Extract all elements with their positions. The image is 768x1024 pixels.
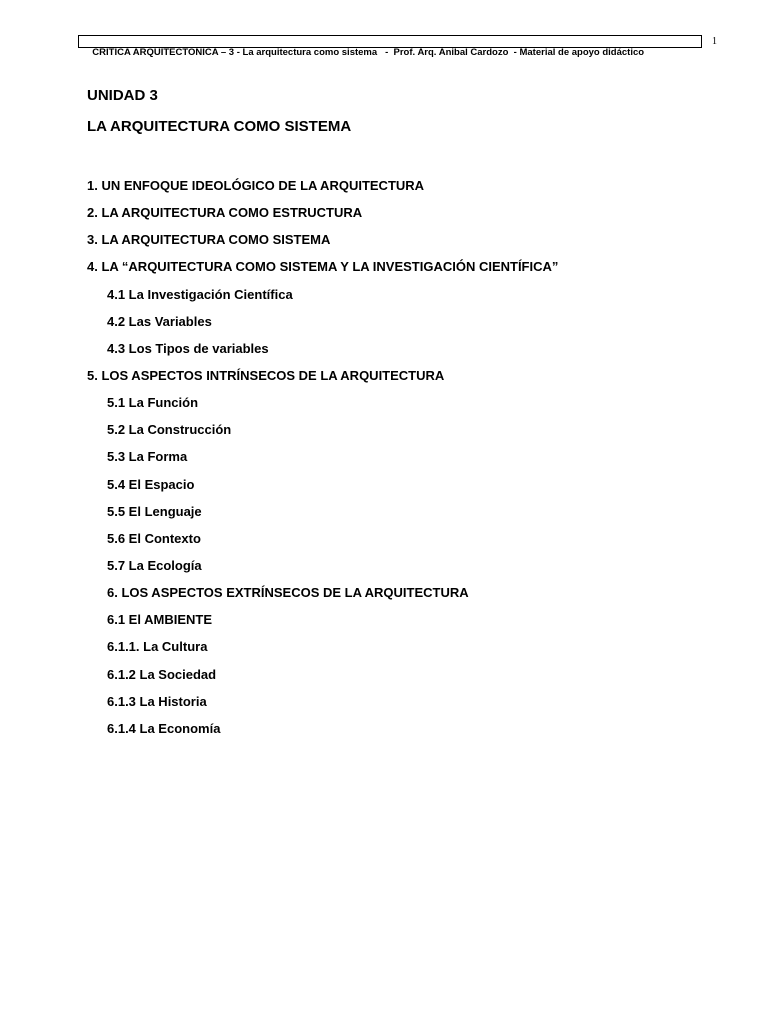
toc-subitem: 5.1 La Función bbox=[107, 395, 199, 411]
page-number: 1 bbox=[712, 36, 717, 47]
toc-subitem: 6.1.1. La Cultura bbox=[107, 639, 208, 655]
table-of-contents bbox=[87, 177, 558, 747]
running-header bbox=[78, 35, 702, 58]
toc-item: 3. LA ARQUITECTURA COMO SISTEMA bbox=[87, 232, 331, 248]
toc-subitem: 6. LOS ASPECTOS EXTRÍNSECOS DE LA ARQUITECTURA bbox=[107, 585, 469, 601]
toc-subitem: 6.1 El AMBIENTE bbox=[107, 612, 212, 628]
toc-subitem: 5.7 La Ecología bbox=[107, 557, 202, 573]
toc-item: 4. LA “ARQUITECTURA COMO SISTEMA Y LA INVESTIGACIÓN CIENTÍFICA” bbox=[87, 259, 559, 275]
toc-subitem: 5.2 La Construcción bbox=[107, 422, 232, 438]
running-header-text: CRITICA ARQUITECTONICA – 3 - La arquitectura como sistema - Prof. Arq. Anibal Cardozo - Material de apoyo didáctico bbox=[92, 47, 645, 58]
toc-subitem: 5.3 La Forma bbox=[107, 449, 188, 465]
toc-subitem: 6.1.3 La Historia bbox=[107, 693, 207, 709]
toc-item: 2. LA ARQUITECTURA COMO ESTRUCTURA bbox=[87, 205, 363, 221]
toc-item: 5. LOS ASPECTOS INTRÍNSECOS DE LA ARQUITECTURA bbox=[87, 367, 445, 383]
toc-subitem: 4.3 Los Tipos de variables bbox=[107, 340, 269, 356]
toc-subitem: 4.1 La Investigación Científica bbox=[107, 286, 293, 302]
toc-subitem: 4.2 Las Variables bbox=[107, 313, 212, 329]
toc-subitem: 6.1.2 La Sociedad bbox=[107, 666, 217, 682]
toc-subitem: 5.5 El Lenguaje bbox=[107, 503, 202, 519]
toc-item: 1. UN ENFOQUE IDEOLÓGICO DE LA ARQUITECTURA bbox=[87, 178, 425, 193]
toc-subitem: 5.4 El Espacio bbox=[107, 476, 195, 492]
toc-subitem: 5.6 El Contexto bbox=[107, 530, 201, 546]
unit-subtitle: LA ARQUITECTURA COMO SISTEMA bbox=[87, 118, 352, 135]
unit-title: UNIDAD 3 bbox=[87, 87, 158, 104]
toc-subitem: 6.1.4 La Economía bbox=[107, 720, 221, 736]
